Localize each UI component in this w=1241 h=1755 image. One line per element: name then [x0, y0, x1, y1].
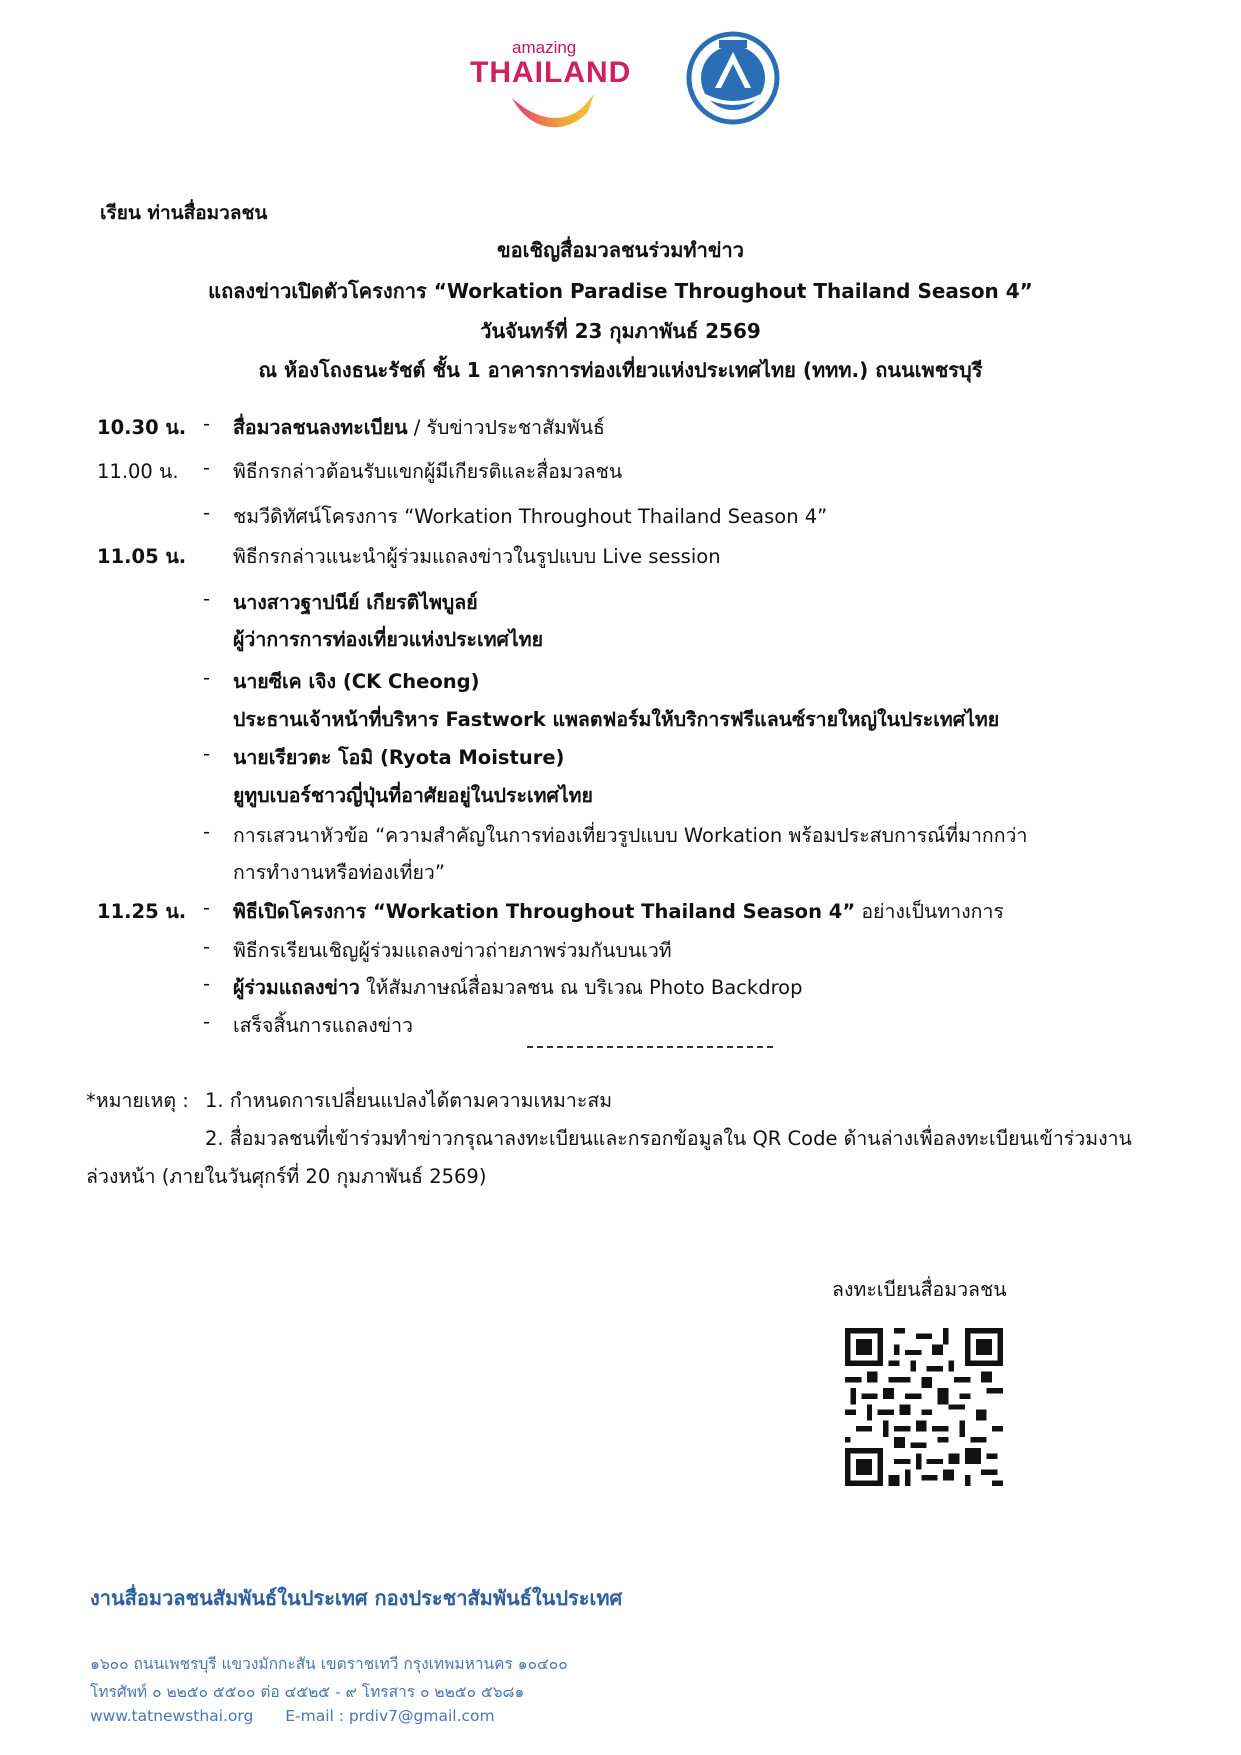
speaker-title: ประธานเจ้าหน้าที่บริหาร Fastwork แพลตฟอร์มให้บริการฟรีแลนซ์รายใหญ่ในประเทศไทย	[233, 708, 1000, 731]
schedule-dash: -	[203, 666, 211, 689]
greeting: เรียน ท่านสื่อมวลชน	[100, 202, 268, 224]
schedule-dash: -	[203, 456, 211, 479]
schedule-dash: -	[203, 972, 211, 995]
footer-contact	[90, 1707, 495, 1725]
title-line-4: ณ ห้องโถงธนะรัชต์ ชั้น 1 อาคารการท่องเที่ยวแห่งประเทศไทย (ททท.) ถนนเพชรบุรี	[258, 358, 983, 382]
schedule-dash: -	[203, 742, 211, 765]
speaker-title: ยูทูบเบอร์ชาวญี่ปุ่นที่อาศัยอยู่ในประเทศไทย	[233, 784, 593, 807]
schedule-item: พิธีเปิดโครงการ “Workation Throughout Thailand Season 4” อย่างเป็นทางการ	[233, 900, 1004, 923]
schedule-dash: -	[203, 896, 211, 919]
schedule-item: ผู้ร่วมแถลงข่าว ให้สัมภาษณ์สื่อมวลชน ณ บริเวณ Photo Backdrop	[233, 976, 803, 999]
schedule-item: เสร็จสิ้นการแถลงข่าว	[233, 1014, 414, 1037]
speaker-name: นายเรียวตะ โอมิ (Ryota Moisture)	[233, 746, 565, 769]
speaker-name: นางสาวฐาปนีย์ เกียรติไพบูลย์	[233, 591, 478, 614]
schedule-time: 11.00 น.	[97, 460, 179, 483]
schedule-item: การเสวนาหัวข้อ “ความสำคัญในการท่องเที่ยวรูปแบบ Workation พร้อมประสบการณ์ที่มากกว่า	[233, 824, 1028, 847]
schedule-dash: -	[203, 1010, 211, 1033]
title-line-2: แถลงข่าวเปิดตัวโครงการ “Workation Paradise Throughout Thailand Season 4”	[208, 279, 1033, 303]
registration-qr-code[interactable]	[845, 1328, 1003, 1486]
schedule-dash: -	[203, 412, 211, 435]
schedule-item-cont: การทำงานหรือท่องเที่ยว”	[233, 861, 445, 884]
footer-phone: โทรศัพท์ ๐ ๒๒๕๐ ๕๕๐๐ ต่อ ๔๕๒๕ - ๙ โทรสาร ๐ ๒๒๕๐ ๕๖๘๑	[90, 1683, 525, 1701]
schedule-time: 11.25 น.	[97, 900, 187, 923]
schedule-item: พิธีกรเรียนเชิญผู้ร่วมแถลงข่าวถ่ายภาพร่วมกันบนเวที	[233, 939, 672, 962]
title-line-1: ขอเชิญสื่อมวลชนร่วมทำข่าว	[497, 238, 744, 262]
note-item-2-cont: ล่วงหน้า (ภายในวันศุกร์ที่ 20 กุมภาพันธ์ 2569)	[86, 1165, 487, 1188]
amazing-thailand-logo	[470, 32, 640, 132]
speaker-name: นายซีเค เจิง (CK Cheong)	[233, 670, 480, 693]
schedule-time: 11.05 น.	[97, 545, 187, 568]
divider	[527, 1046, 773, 1048]
schedule-dash: -	[203, 587, 211, 610]
schedule-item: พิธีกรกล่าวต้อนรับแขกผู้มีเกียรติและสื่อมวลชน	[233, 460, 623, 483]
footer-title: งานสื่อมวลชนสัมพันธ์ในประเทศ กองประชาสัมพันธ์ในประเทศ	[90, 1586, 623, 1610]
footer-website-link[interactable]: www.tatnewsthai.org	[90, 1707, 254, 1725]
schedule-item: พิธีกรกล่าวแนะนำผู้ร่วมแถลงข่าวในรูปแบบ Live session	[233, 545, 721, 568]
footer-address: ๑๖๐๐ ถนนเพชรบุรี แขวงมักกะสัน เขตราชเทวี กรุงเทพมหานคร ๑๐๔๐๐	[90, 1655, 568, 1673]
title-line-3: วันจันทร์ที่ 23 กุมภาพันธ์ 2569	[480, 319, 761, 343]
schedule-dash: -	[203, 501, 211, 524]
schedule-dash: -	[203, 935, 211, 958]
schedule-dash: -	[203, 820, 211, 843]
note-label: *หมายเหตุ :	[86, 1089, 189, 1112]
registration-label: ลงทะเบียนสื่อมวลชน	[832, 1278, 1007, 1301]
speaker-title: ผู้ว่าการการท่องเที่ยวแห่งประเทศไทย	[233, 628, 544, 651]
footer-email-link[interactable]: E-mail : prdiv7@gmail.com	[285, 1707, 495, 1725]
schedule-item: ชมวีดิทัศน์โครงการ “Workation Throughout Thailand Season 4”	[233, 505, 828, 528]
logo-amazing-text: amazing	[512, 38, 577, 57]
schedule-time: 10.30 น.	[97, 416, 187, 439]
schedule-item: สื่อมวลชนลงทะเบียน / รับข่าวประชาสัมพันธ์	[233, 416, 605, 439]
logo-swoosh-icon	[510, 92, 600, 136]
note-item-2: 2. สื่อมวลชนที่เข้าร่วมทำข่าวกรุณาลงทะเบียนและกรอกข้อมูลใน QR Code ด้านล่างเพื่อลงทะเบียนเข้าร่วมงาน	[205, 1127, 1132, 1150]
note-item-1: 1. กำหนดการเปลี่ยนแปลงได้ตามความเหมาะสม	[205, 1089, 613, 1112]
logo-thailand-text: THAILAND	[470, 56, 632, 89]
tat-seal-icon	[685, 30, 781, 130]
